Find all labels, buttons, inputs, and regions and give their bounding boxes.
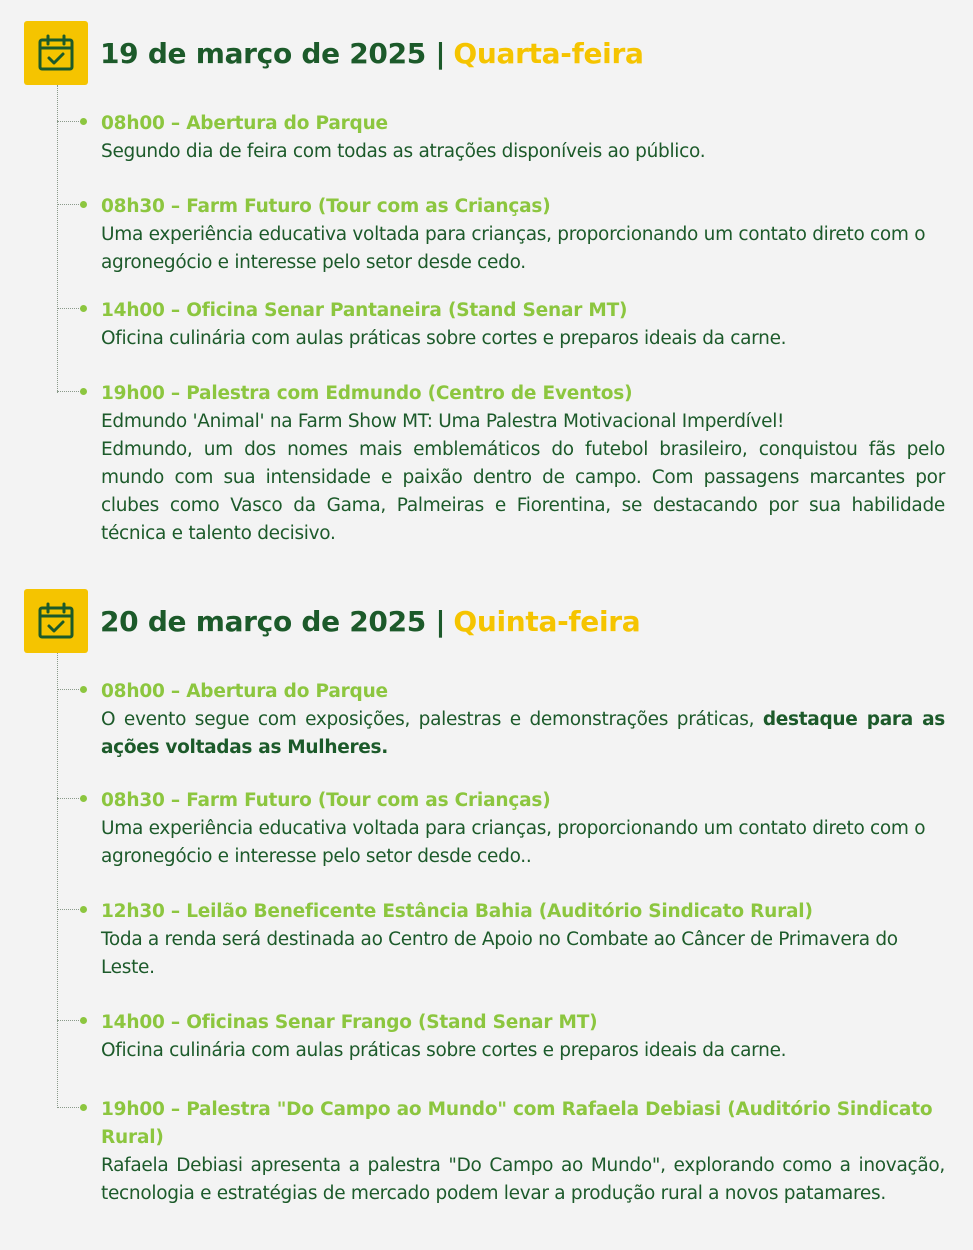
event-description: Uma experiência educativa voltada para crianças, proporcionando um contato direto com o agronegócio e interesse pelo setor desde cedo.. (101, 818, 926, 867)
event-title: 12h30 – Leilão Beneficente Estância Bahia (Auditório Sindicato Rural) (101, 901, 813, 922)
day-title (100, 37, 644, 70)
event-title: 14h00 – Oficinas Senar Frango (Stand Senar MT) (101, 1012, 598, 1033)
event-item (101, 678, 945, 762)
event-item (101, 1009, 945, 1065)
timeline-dot (80, 305, 87, 312)
event-title: 08h30 – Farm Futuro (Tour com as Crianças) (101, 196, 551, 217)
day-weekday: Quarta-feira (453, 36, 644, 70)
event-description: O evento segue com exposições, palestras e demonstrações práticas, destaque para as ações voltadas as Mulheres. (101, 709, 945, 758)
event-description-headline: Edmundo 'Animal' na Farm Show MT: Uma Palestra Motivacional Imperdível! (101, 411, 785, 432)
timeline-dot (80, 201, 87, 208)
event-title: 08h00 – Abertura do Parque (101, 113, 388, 134)
event-description: Oficina culinária com aulas práticas sobre cortes e preparos ideais da carne. (101, 328, 787, 349)
event-item (101, 380, 945, 548)
timeline-dot (80, 1017, 87, 1024)
day-weekday: Quinta-feira (453, 604, 641, 638)
event-item (101, 787, 945, 871)
timeline-dot (80, 388, 87, 395)
event-item (101, 297, 945, 353)
timeline-dot (80, 118, 87, 125)
event-description: Uma experiência educativa voltada para crianças, proporcionando um contato direto com o agronegócio e interesse pelo setor desde cedo. (101, 224, 926, 273)
event-item (101, 110, 945, 166)
timeline-dot (80, 1104, 87, 1111)
day-title (100, 605, 640, 638)
calendar-check-icon (24, 21, 88, 85)
timeline-dot (80, 906, 87, 913)
event-item (101, 193, 945, 277)
event-item (101, 1096, 945, 1208)
timeline-dot (80, 686, 87, 693)
timeline-line (57, 85, 58, 393)
event-description: Toda a renda será destinada ao Centro de Apoio no Combate ao Câncer de Primavera do Leste. (101, 929, 898, 978)
event-title: 08h30 – Farm Futuro (Tour com as Crianças) (101, 790, 551, 811)
event-description: Oficina culinária com aulas práticas sobre cortes e preparos ideais da carne. (101, 1040, 787, 1061)
event-description: Edmundo, um dos nomes mais emblemáticos do futebol brasileiro, conquistou fãs pelo mundo com sua intensidade e paixão dentro de campo. Com passagens marcantes por clubes como Vasco da Gama, Palmeiras e Fiorentina, se destacando por sua habilidade técnica e talento decisivo. (101, 439, 945, 544)
event-item (101, 898, 945, 982)
event-title: 19h00 – Palestra "Do Campo ao Mundo" com Rafaela Debiasi (Auditório Sindicato Rural) (101, 1099, 933, 1148)
timeline-dot (80, 795, 87, 802)
day-header (24, 21, 644, 85)
day-date: 19 de março de 2025 | (100, 36, 446, 70)
day-date: 20 de março de 2025 | (100, 604, 446, 638)
event-description: Rafaela Debiasi apresenta a palestra "Do Campo ao Mundo", explorando como a inovação, tecnologia e estratégias de mercado podem levar a produção rural a novos patamares. (101, 1155, 945, 1204)
calendar-check-icon (24, 589, 88, 653)
event-title: 14h00 – Oficina Senar Pantaneira (Stand Senar MT) (101, 300, 628, 321)
timeline-line (57, 653, 58, 1108)
event-highlight: destaque para as ações voltadas as Mulheres. (101, 709, 945, 758)
day-header (24, 589, 640, 653)
event-description: Segundo dia de feira com todas as atrações disponíveis ao público. (101, 141, 706, 162)
event-title: 08h00 – Abertura do Parque (101, 681, 388, 702)
event-title: 19h00 – Palestra com Edmundo (Centro de Eventos) (101, 383, 633, 404)
